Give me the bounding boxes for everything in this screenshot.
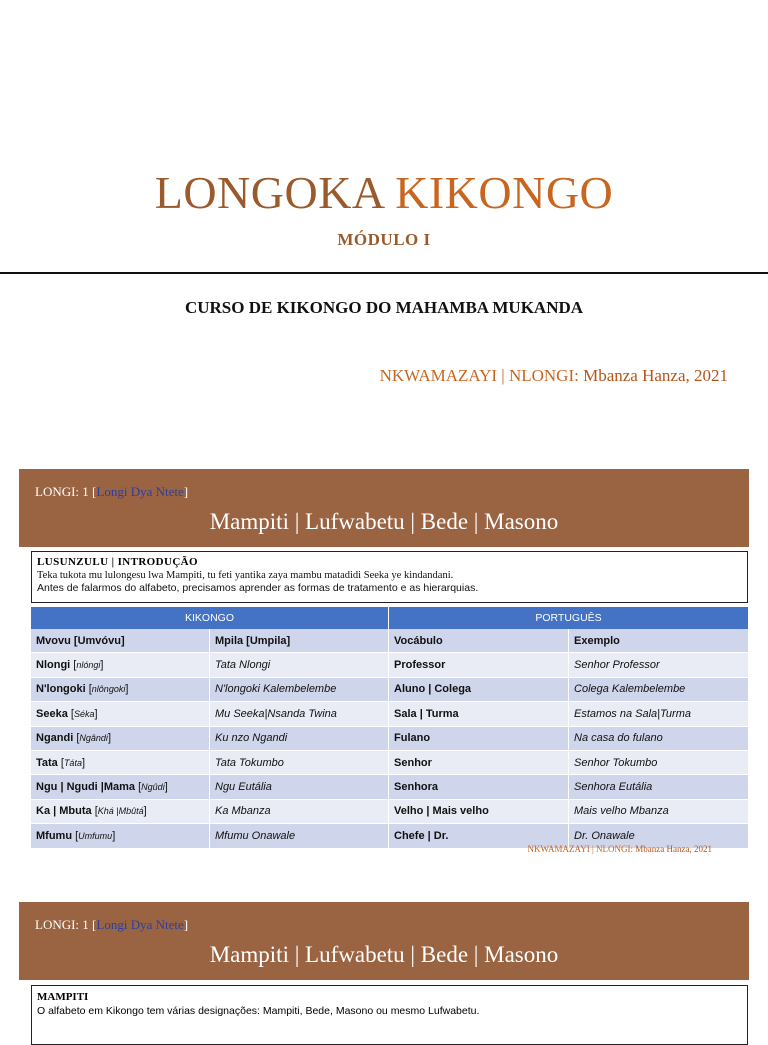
author-label: NKWAMAZAYI | NLONGI:	[379, 366, 579, 385]
table-row	[31, 702, 749, 726]
document-title	[0, 166, 768, 219]
intro-heading: LUSUNZULU | INTRODUÇÃO	[37, 556, 198, 568]
cell-kikongo-example: Ku nzo Ngandi	[210, 727, 389, 751]
lesson-number	[35, 484, 188, 500]
cell-kikongo-example: Tata Tokumbo	[210, 751, 389, 775]
column-header-portugues: PORTUGUÊS	[389, 607, 749, 629]
lesson-banner-2	[19, 902, 749, 980]
cell-pt-term: Chefe | Dr.	[389, 824, 569, 848]
cell-pt-term: Fulano	[389, 727, 569, 751]
cell-pt-term: Vocábulo	[389, 629, 569, 653]
cell-kikongo-term: Mfumu [Umfumu]	[31, 824, 210, 848]
table-row	[31, 775, 749, 799]
title-part-2: KIKONGO	[395, 167, 614, 218]
lesson-prefix: LONGI: 1 [	[35, 917, 97, 932]
cell-pt-example: Colega Kalembelembe	[569, 678, 749, 702]
author-name: Mbanza Hanza, 2021	[583, 366, 728, 385]
title-part-1: LONGOKA	[154, 167, 384, 218]
lesson-suffix: ]	[183, 484, 189, 499]
cell-kikongo-term: Ngu | Ngudi |Mama [Ngûdi]	[31, 775, 210, 799]
lesson-link[interactable]: Longi Dya Ntete	[96, 484, 184, 499]
cell-kikongo-example: Mpila [Umpila]	[210, 629, 389, 653]
cell-pt-term: Aluno | Colega	[389, 678, 569, 702]
cell-kikongo-term: Ngandi [Ngândi]	[31, 727, 210, 751]
cell-pt-example: Senhor Tokumbo	[569, 751, 749, 775]
table-footer-credit	[528, 844, 712, 854]
cell-kikongo-example: Mu Seeka|Nsanda Twina	[210, 702, 389, 726]
table-row	[31, 727, 749, 751]
cell-kikongo-example: Mfumu Onawale	[210, 824, 389, 848]
cell-kikongo-term: Nlongi [nlóngi]	[31, 653, 210, 677]
cell-kikongo-example: Tata Nlongi	[210, 653, 389, 677]
cell-pt-term: Sala | Turma	[389, 702, 569, 726]
intro-line-1: Teka tukota mu lulongesu lwa Mampiti, tu feti yantika zaya mambu matadidi Seeka ye kindandani.	[37, 570, 454, 581]
cell-kikongo-example: N'longoki Kalembelembe	[210, 678, 389, 702]
cell-kikongo-term: N'longoki [nlôngoki]	[31, 678, 210, 702]
cell-pt-example: Mais velho Mbanza	[569, 800, 749, 824]
mampiti-heading: MAMPITI	[37, 991, 89, 1003]
mampiti-line-1: O alfabeto em Kikongo tem várias designações: Mampiti, Bede, Masono ou mesmo Lufwabetu.	[37, 1005, 480, 1017]
module-label: MÓDULO I	[337, 230, 431, 249]
table-row	[31, 678, 749, 702]
lesson-number	[35, 917, 188, 933]
footer-name: Mbanza Hanza, 2021	[635, 844, 712, 854]
table-row	[31, 751, 749, 775]
lesson-suffix: ]	[183, 917, 189, 932]
lesson-heading: Mampiti | Lufwabetu | Bede | Masono	[209, 942, 559, 967]
lesson-prefix: LONGI: 1 [	[35, 484, 97, 499]
column-header-kikongo: KIKONGO	[31, 607, 389, 629]
cell-kikongo-example: Ka Mbanza	[210, 800, 389, 824]
intro-box	[31, 551, 748, 603]
table-row	[31, 653, 749, 677]
lesson-link[interactable]: Longi Dya Ntete	[96, 917, 184, 932]
mampiti-box	[31, 985, 748, 1045]
cell-kikongo-term: Seeka [Séka]	[31, 702, 210, 726]
cell-pt-example: Dr. Onawale	[569, 824, 749, 848]
cell-pt-term: Senhora	[389, 775, 569, 799]
course-title: CURSO DE KIKONGO DO MAHAMBA MUKANDA	[184, 298, 584, 317]
author-line	[380, 366, 728, 386]
cell-kikongo-term: Ka | Mbuta [Khá |Mbûtá]	[31, 800, 210, 824]
footer-label: NKWAMAZAYI | NLONGI:	[527, 844, 634, 854]
cell-pt-example: Exemplo	[569, 629, 749, 653]
cell-kikongo-term: Mvovu [Umvóvu]	[31, 629, 210, 653]
cell-kikongo-term: Tata [Táta]	[31, 751, 210, 775]
lesson-heading: Mampiti | Lufwabetu | Bede | Masono	[209, 509, 559, 534]
cell-kikongo-example: Ngu Eutália	[210, 775, 389, 799]
cell-pt-example: Senhor Professor	[569, 653, 749, 677]
table-row	[31, 800, 749, 824]
cell-pt-term: Professor	[389, 653, 569, 677]
cell-pt-example: Estamos na Sala|Turma	[569, 702, 749, 726]
lesson-banner	[19, 469, 749, 547]
vocabulary-table	[31, 607, 749, 849]
cell-pt-example: Na casa do fulano	[569, 727, 749, 751]
table-row	[31, 629, 749, 653]
divider	[0, 272, 768, 274]
cell-pt-term: Senhor	[389, 751, 569, 775]
cell-pt-term: Velho | Mais velho	[389, 800, 569, 824]
cell-pt-example: Senhora Eutália	[569, 775, 749, 799]
intro-line-2: Antes de falarmos do alfabeto, precisamos aprender as formas de tratamento e as hierarquias.	[37, 582, 479, 594]
